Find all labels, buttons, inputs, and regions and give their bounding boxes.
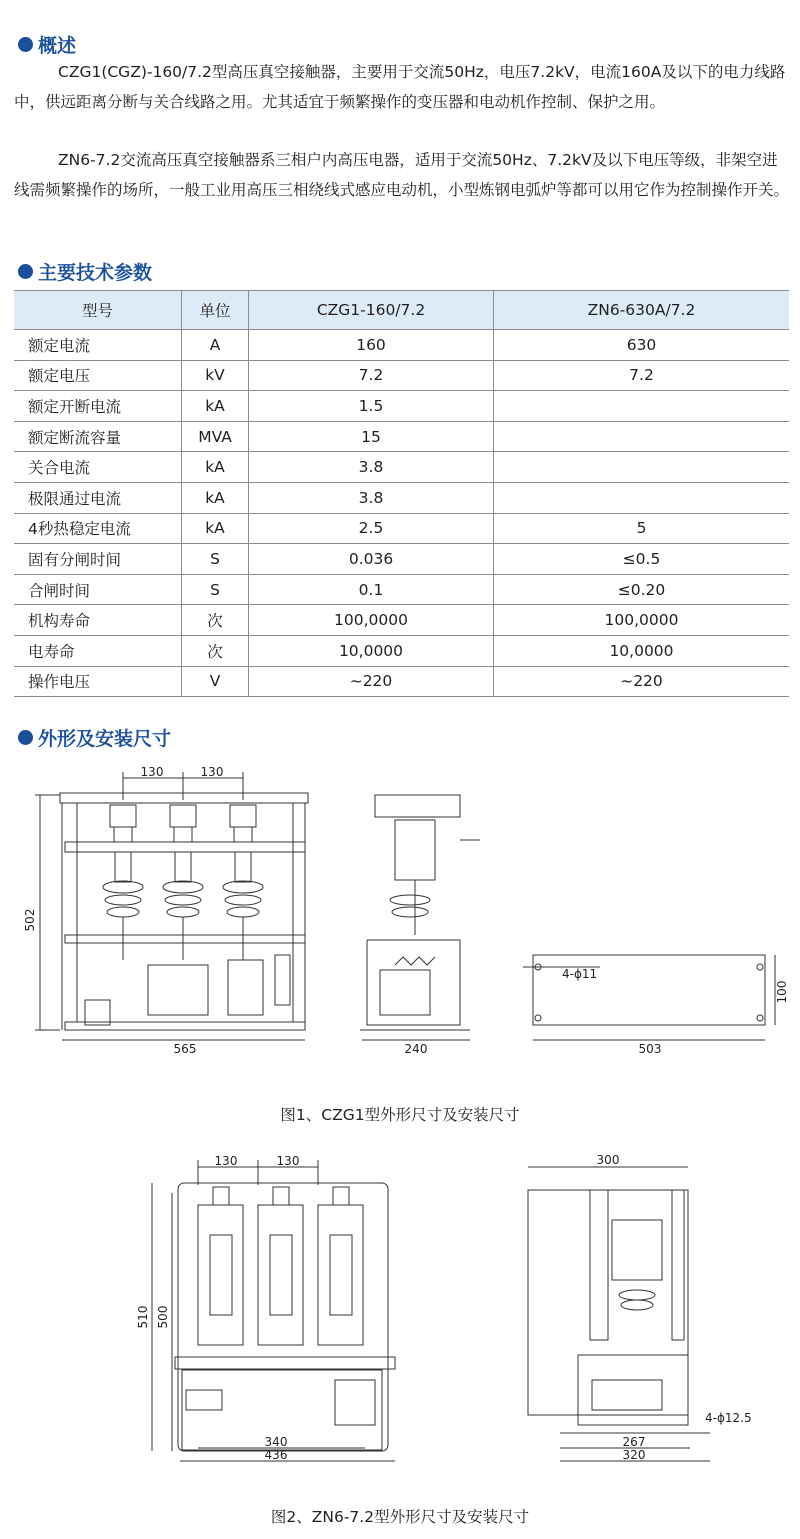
- fig2-dim-side-top: 300: [596, 1153, 620, 1167]
- cell-param: 电寿命: [14, 635, 182, 666]
- figure-1-caption: 图1、CZG1型外形尺寸及安装尺寸: [280, 1106, 520, 1124]
- fig2-dim-width-outer: 436: [264, 1448, 288, 1462]
- cell-param: 额定电压: [14, 360, 182, 391]
- fig1-dim-side-width: 240: [404, 1042, 428, 1056]
- table-header-row: [14, 291, 789, 330]
- cell-czg1: ~220: [249, 666, 494, 697]
- bullet-icon: [18, 264, 33, 279]
- cell-unit: S: [182, 544, 249, 575]
- overview-heading-text: 概述: [38, 35, 77, 57]
- table-row: [14, 482, 789, 513]
- cell-unit: V: [182, 666, 249, 697]
- table-row: [14, 452, 789, 483]
- cell-zn6: 10,0000: [494, 635, 790, 666]
- overview-paragraph-1: CZG1(CGZ)-160/7.2型高压真空接触器，主要用于交流50Hz，电压7.2kV，电流160A及以下的电力线路中，供远距离分断与关合线路之用。尤其适宜于频繁操作的变压器和电动机作控制、保护之用。: [14, 63, 786, 111]
- cell-param: 额定电流: [14, 330, 182, 361]
- cell-param: 额定开断电流: [14, 391, 182, 422]
- cell-czg1: 15: [249, 421, 494, 452]
- fig1-dim-base-width: 503: [638, 1042, 662, 1056]
- cell-czg1: 1.5: [249, 391, 494, 422]
- cell-czg1: 3.8: [249, 482, 494, 513]
- cell-zn6: [494, 482, 790, 513]
- cell-zn6: [494, 452, 790, 483]
- cell-zn6: [494, 391, 790, 422]
- table-row: [14, 666, 789, 697]
- cell-unit: kV: [182, 360, 249, 391]
- cell-unit: kA: [182, 482, 249, 513]
- cell-zn6: 100,0000: [494, 605, 790, 636]
- cell-param: 机构寿命: [14, 605, 182, 636]
- fig1-dim-base-depth: 100: [775, 980, 789, 1004]
- fig1-dim-width: 565: [173, 1042, 197, 1056]
- figure-2-drawing: [0, 1145, 800, 1485]
- cell-czg1: 0.1: [249, 574, 494, 605]
- cell-unit: 次: [182, 605, 249, 636]
- overview-heading: [18, 31, 76, 58]
- bullet-icon: [18, 37, 33, 52]
- cell-unit: A: [182, 330, 249, 361]
- cell-unit: S: [182, 574, 249, 605]
- cell-unit: MVA: [182, 421, 249, 452]
- fig2-dim-side-inner: 267: [622, 1435, 646, 1449]
- cell-param: 合闸时间: [14, 574, 182, 605]
- dimensions-heading: [18, 724, 171, 751]
- cell-czg1: 160: [249, 330, 494, 361]
- table-row: [14, 544, 789, 575]
- header-unit: 单位: [182, 291, 249, 330]
- cell-zn6: 630: [494, 330, 790, 361]
- cell-czg1: 3.8: [249, 452, 494, 483]
- figure-2-caption: 图2、ZN6-7.2型外形尺寸及安装尺寸: [270, 1508, 530, 1526]
- cell-zn6: 7.2: [494, 360, 790, 391]
- table-row: [14, 513, 789, 544]
- table-row: [14, 391, 789, 422]
- cell-unit: kA: [182, 513, 249, 544]
- fig2-dim-side-outer: 320: [622, 1448, 646, 1462]
- cell-unit: kA: [182, 452, 249, 483]
- cell-zn6: [494, 421, 790, 452]
- fig2-dim-width-inner: 340: [264, 1435, 288, 1449]
- spec-table: [14, 290, 789, 697]
- fig1-dim-spacing-b: 130: [200, 765, 224, 779]
- table-row: [14, 635, 789, 666]
- cell-unit: 次: [182, 635, 249, 666]
- fig1-dim-spacing-a: 130: [140, 765, 164, 779]
- fig1-dim-holes: 4-ϕ11: [562, 967, 598, 981]
- fig2-dim-height-outer: 510: [136, 1305, 150, 1329]
- fig2-dim-height-inner: 500: [156, 1305, 170, 1329]
- overview-paragraph-2: ZN6-7.2交流高压真空接触器系三相户内高压电器，适用于交流50Hz、7.2kV及以下电压等级，非架空进线需频繁操作的场所，一般工业用高压三相绕线式感应电动机，小型炼钢电弧炉等都可以用它作为控制操作开关。: [14, 151, 790, 199]
- table-row: [14, 605, 789, 636]
- cell-param: 固有分闸时间: [14, 544, 182, 575]
- cell-czg1: 10,0000: [249, 635, 494, 666]
- cell-param: 关合电流: [14, 452, 182, 483]
- dimensions-heading-text: 外形及安装尺寸: [38, 728, 172, 750]
- cell-param: 4秒热稳定电流: [14, 513, 182, 544]
- cell-param: 极限通过电流: [14, 482, 182, 513]
- cell-czg1: 7.2: [249, 360, 494, 391]
- cell-param: 操作电压: [14, 666, 182, 697]
- header-czg1: CZG1-160/7.2: [249, 291, 494, 330]
- cell-unit: kA: [182, 391, 249, 422]
- fig2-dim-spacing-a: 130: [214, 1154, 238, 1168]
- params-heading-text: 主要技术参数: [38, 262, 153, 284]
- cell-zn6: ≤0.20: [494, 574, 790, 605]
- table-row: [14, 574, 789, 605]
- cell-czg1: 0.036: [249, 544, 494, 575]
- table-row: [14, 330, 789, 361]
- cell-czg1: 100,0000: [249, 605, 494, 636]
- figure-1-drawing: [0, 760, 800, 1060]
- cell-param: 额定断流容量: [14, 421, 182, 452]
- fig2-dim-spacing-b: 130: [276, 1154, 300, 1168]
- cell-zn6: 5: [494, 513, 790, 544]
- cell-zn6: ~220: [494, 666, 790, 697]
- cell-zn6: ≤0.5: [494, 544, 790, 575]
- table-row: [14, 421, 789, 452]
- table-row: [14, 360, 789, 391]
- params-heading: [18, 258, 152, 285]
- bullet-icon: [18, 730, 33, 745]
- cell-czg1: 2.5: [249, 513, 494, 544]
- fig2-dim-holes: 4-ϕ12.5: [705, 1411, 752, 1425]
- header-model: 型号: [14, 291, 182, 330]
- fig1-dim-height: 502: [23, 908, 37, 932]
- header-zn6: ZN6-630A/7.2: [494, 291, 790, 330]
